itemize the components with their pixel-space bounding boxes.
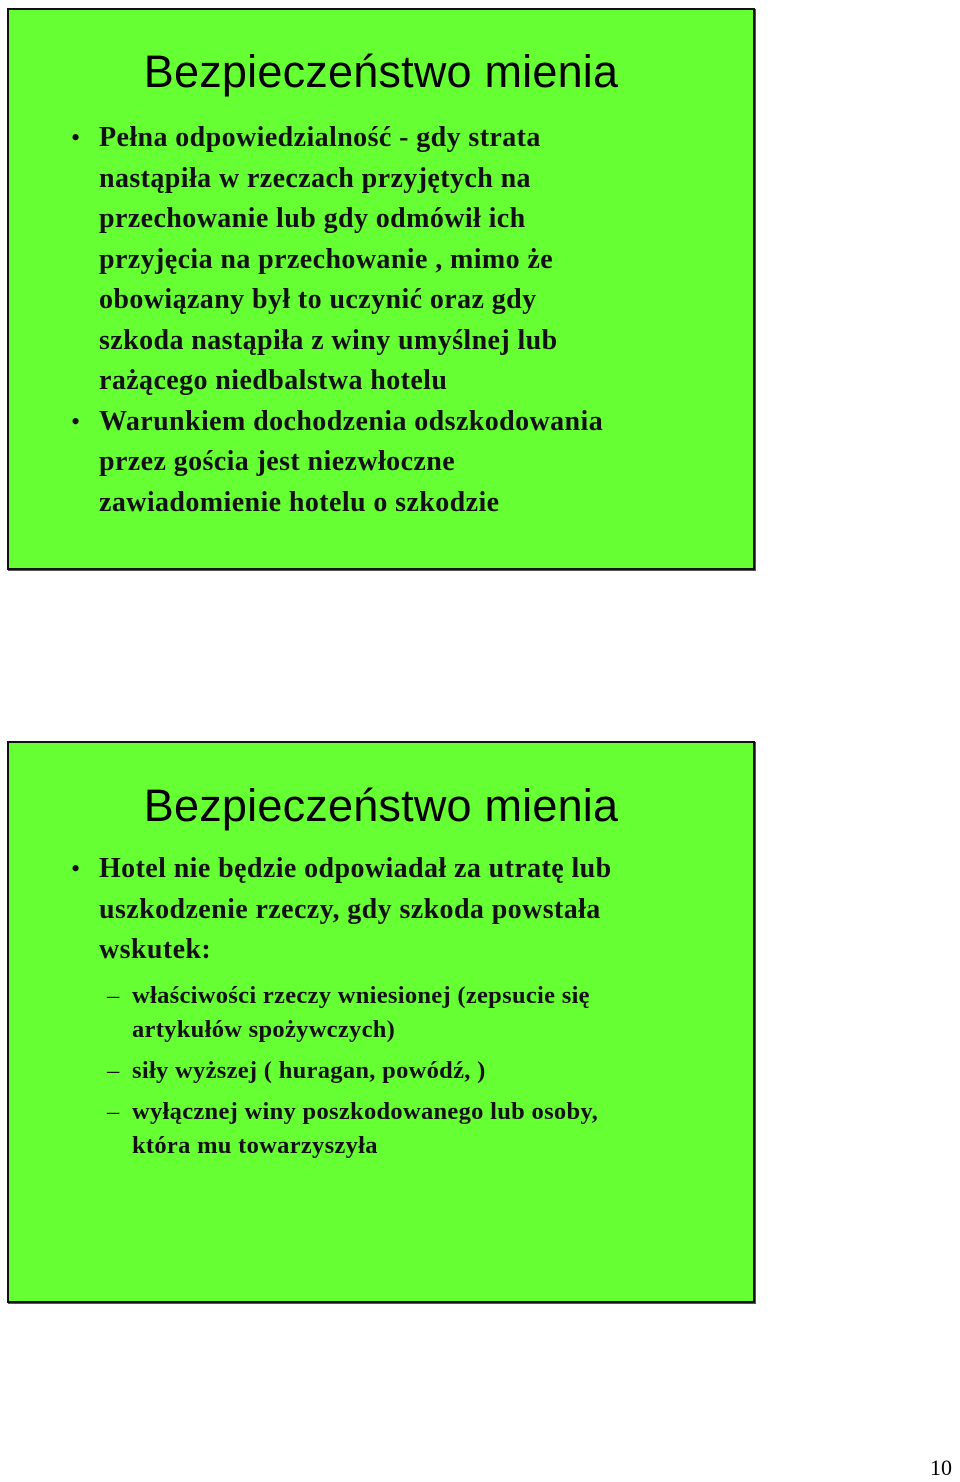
bullet-line: uszkodzenie rzeczy, gdy szkoda powstała [99, 893, 601, 925]
bullet-item [9, 849, 753, 971]
bullet-line: Pełna odpowiedzialność - gdy strata [99, 122, 541, 153]
slide-title: Bezpieczeństwo mienia [143, 780, 619, 831]
page-number: 10 [930, 1455, 952, 1480]
bullet-line: rażącego niedbalstwa hotelu [99, 365, 448, 396]
slide-1 [7, 8, 755, 570]
bullet-list [9, 118, 753, 523]
slide-title: Bezpieczeństwo mienia [143, 46, 619, 97]
subbullet-line: wyłącznej winy poszkodowanego lub osoby, [132, 1098, 599, 1125]
subbullet-line: artykułów spożywczych) [132, 1016, 396, 1043]
bullet-dot-icon: • [71, 123, 81, 152]
bullet-item [9, 118, 753, 402]
bullet-line: przyjęcia na przechowanie , mimo że [99, 243, 554, 275]
dash-icon: – [107, 1098, 120, 1125]
dash-icon: – [107, 1057, 120, 1084]
bullet-line: przez gościa jest niezwłoczne [99, 446, 456, 477]
bullet-dot-icon: • [71, 406, 81, 436]
subbullet-line: właściwości rzeczy wniesionej (zepsucie się [132, 982, 590, 1009]
bullet-item [9, 402, 753, 524]
bullet-line: Hotel nie będzie odpowiadał za utratę lub [99, 853, 612, 884]
subbullet-line: która mu towarzyszyła [132, 1132, 378, 1159]
bullet-line: przechowanie lub gdy odmówił ich [99, 203, 526, 234]
bullet-list [9, 849, 753, 971]
subbullet-item [9, 1054, 753, 1088]
bullet-line: wskutek: [99, 934, 212, 965]
slide-2 [7, 741, 755, 1303]
bullet-line: szkoda nastąpiła z winy umyślnej lub [99, 324, 558, 356]
bullet-line: obowiązany był to uczynić oraz gdy [99, 284, 537, 315]
bullet-line: nastąpiła w rzeczach przyjętych na [99, 162, 531, 194]
bullet-line: Warunkiem dochodzenia odszkodowania [99, 405, 604, 437]
subbullet-item [9, 979, 753, 1047]
subbullet-list [9, 979, 753, 1170]
subbullet-line: siły wyższej ( huragan, powódź, ) [132, 1057, 486, 1084]
dash-icon: – [107, 982, 120, 1009]
subbullet-item [9, 1095, 753, 1163]
bullet-line: zawiadomienie hotelu o szkodzie [99, 486, 500, 518]
bullet-dot-icon: • [71, 854, 81, 883]
